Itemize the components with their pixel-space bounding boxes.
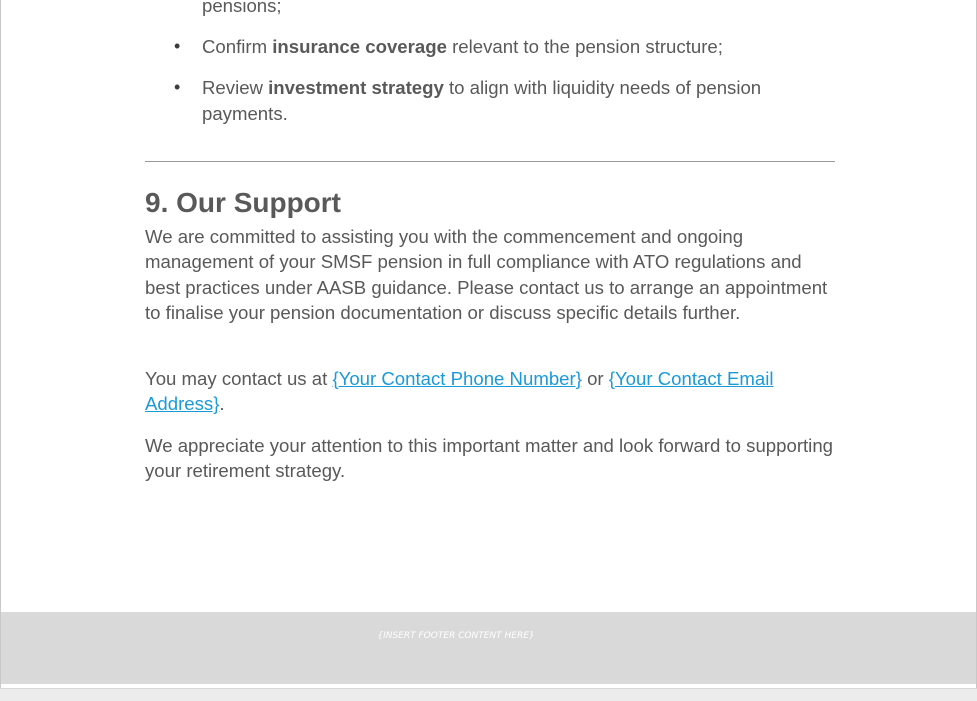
bullet-dot-icon: • <box>174 77 181 98</box>
support-paragraph: We are committed to assisting you with the commencement and ongoing management of your SMSF pension in full compliance with ATO regulations and best practices under AASB guidance. Please contact us to arrange an appointment to finalise your pension documentation or discuss specific details further. <box>145 226 828 323</box>
bullet-text-post: to align with liquidity needs of pension payments. <box>202 77 762 124</box>
bullet-text-pre: Review <box>202 77 269 99</box>
bullet-item <box>145 0 835 18</box>
page-footer <box>1 612 976 684</box>
horizontal-divider <box>145 161 835 162</box>
bullet-text-bold: investment strategy <box>268 77 444 99</box>
bullet-text-pre: Confirm <box>202 36 273 57</box>
contact-text-post: . <box>219 393 225 415</box>
section-heading: 9. Our Support <box>145 187 341 218</box>
bullet-dot-icon: • <box>174 36 181 56</box>
contact-phone-link[interactable]: {Your Contact Phone Number} <box>332 368 582 389</box>
bullet-text-post: pensions; <box>202 0 282 16</box>
bullet-text-bold: insurance coverage <box>272 36 447 57</box>
footer-placeholder-text[interactable]: {INSERT FOOTER CONTENT HERE} <box>377 631 535 641</box>
contact-email-link[interactable]: {Your Contact Email Address} <box>145 368 774 415</box>
contact-text-mid: or <box>581 368 609 389</box>
closing-paragraph: We appreciate your attention to this important matter and look forward to supporting your retirement strategy. <box>145 435 833 482</box>
contact-text-pre: You may contact us at <box>145 368 333 389</box>
bullet-list <box>145 0 835 126</box>
contact-paragraph <box>145 366 835 417</box>
bullet-item <box>145 75 835 126</box>
page-gap <box>0 688 977 701</box>
bullet-text-post: relevant to the pension structure; <box>446 36 723 57</box>
bullet-list-container <box>145 0 835 126</box>
bullet-item <box>145 34 835 59</box>
